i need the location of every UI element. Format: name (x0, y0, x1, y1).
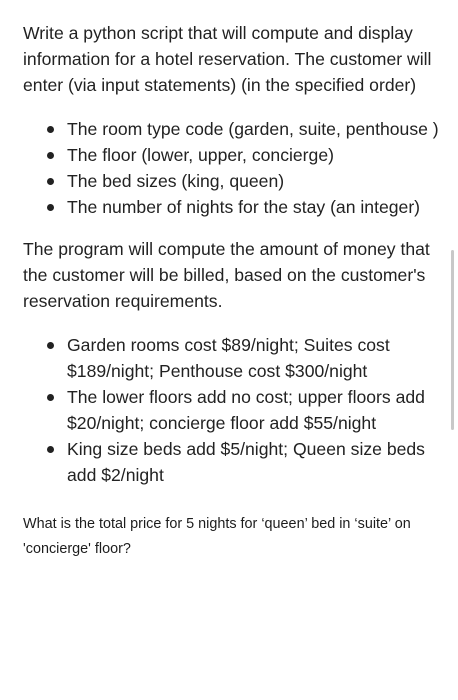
input-list (23, 116, 441, 220)
list-item: The lower floors add no cost; upper floors add $20/night; concierge floor add $55/night (23, 384, 441, 436)
bullet-dot (47, 126, 54, 133)
question-text: What is the total price for 5 nights for ‘queen’ bed in ‘suite’ on 'concierge' floor? (23, 516, 411, 557)
intro-paragraph: Write a python script that will compute and display information for a hotel reservation. The customer will enter (via input statements) (in the specified order) (23, 23, 432, 95)
bullet-dot (47, 394, 54, 401)
bullet-dot (47, 446, 54, 453)
document-body (23, 20, 441, 562)
list-item: The bed sizes (king, queen) (23, 168, 441, 194)
bullet-dot (47, 204, 54, 211)
bullet-dot (47, 178, 54, 185)
pricing-rules-list (23, 332, 441, 488)
list-item: The room type code (garden, suite, penthouse ) (23, 116, 441, 142)
scrollbar[interactable] (451, 250, 454, 430)
list-item: The number of nights for the stay (an integer) (23, 194, 441, 220)
compute-paragraph: The program will compute the amount of money that the customer will be billed, based on the customer's reservation requirements. (23, 239, 430, 311)
list-item: King size beds add $5/night; Queen size beds add $2/night (23, 436, 441, 488)
list-item: Garden rooms cost $89/night; Suites cost $189/night; Penthouse cost $300/night (23, 332, 441, 384)
bullet-dot (47, 152, 54, 159)
list-item: The floor (lower, upper, concierge) (23, 142, 441, 168)
bullet-dot (47, 342, 54, 349)
